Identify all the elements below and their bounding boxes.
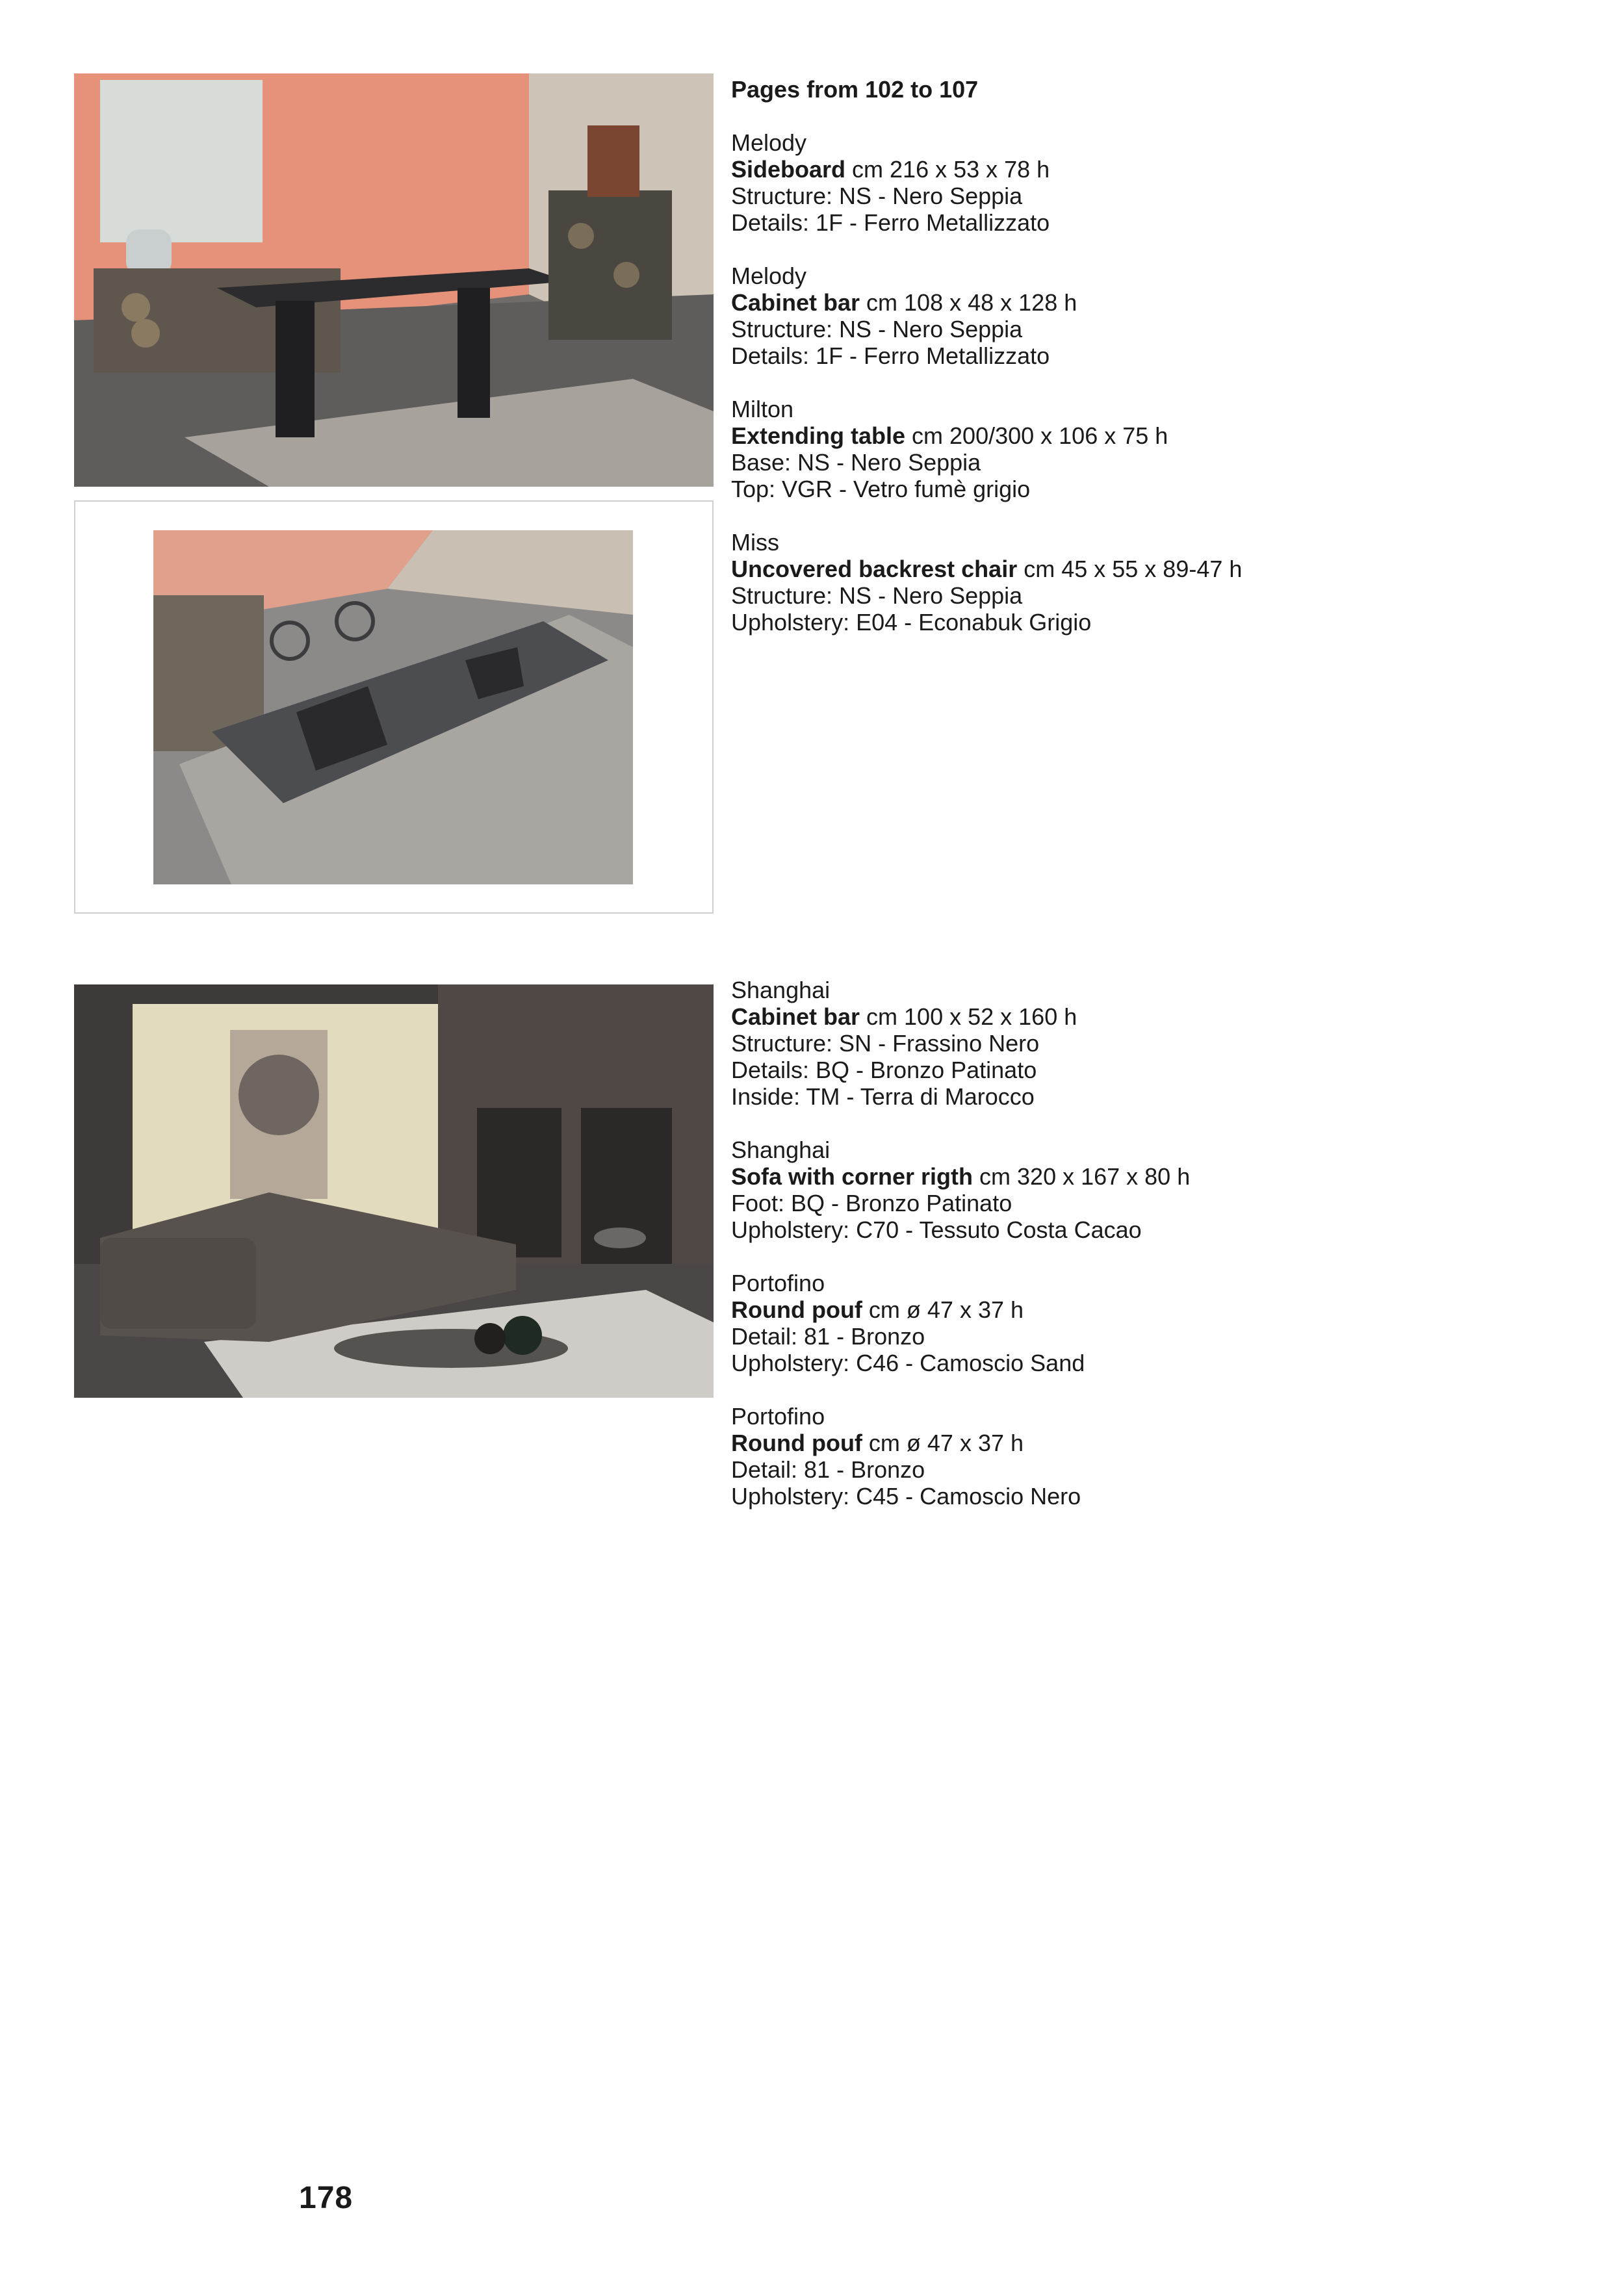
product-dims: cm 108 x 48 x 128 h (860, 289, 1077, 316)
product-line (731, 422, 1576, 449)
product-dims: cm 100 x 52 x 160 h (860, 1003, 1077, 1030)
product-line (731, 1003, 1576, 1030)
product-line (731, 556, 1576, 582)
photo-living-room-sofa (74, 984, 714, 1398)
product-dims: cm ø 47 x 37 h (862, 1430, 1024, 1456)
collection-name: Shanghai (731, 1137, 831, 1163)
spec-line: Upholstery: C45 - Camoscio Nero (731, 1483, 1081, 1510)
product-name: Sofa with corner rigth (731, 1163, 973, 1190)
spec-line: Structure: NS - Nero Seppia (731, 316, 1023, 342)
collection-name: Milton (731, 396, 794, 422)
spec-line: Details: 1F - Ferro Metallizzato (731, 342, 1050, 369)
collection-name: Portofino (731, 1403, 825, 1430)
product-dims: cm 216 x 53 x 78 h (845, 156, 1050, 183)
spec-line: Upholstery: E04 - Econabuk Grigio (731, 609, 1092, 636)
product-entry (731, 129, 1576, 236)
collection-name: Melody (731, 263, 807, 289)
product-line (731, 156, 1576, 183)
product-entry (731, 263, 1576, 369)
product-line (731, 1163, 1576, 1190)
product-text-bottom (731, 977, 1576, 1536)
product-entry (731, 1137, 1576, 1243)
product-entry (731, 1403, 1576, 1510)
spec-line: Details: 1F - Ferro Metallizzato (731, 209, 1050, 236)
page-number: 178 (299, 2181, 354, 2215)
spec-line: Upholstery: C46 - Camoscio Sand (731, 1350, 1085, 1376)
spec-line: Base: NS - Nero Seppia (731, 449, 981, 476)
product-name: Uncovered backrest chair (731, 556, 1018, 582)
product-name: Round pouf (731, 1296, 862, 1323)
product-dims: cm 45 x 55 x 89-47 h (1017, 556, 1243, 582)
product-name: Cabinet bar (731, 1003, 860, 1030)
spec-line: Foot: BQ - Bronzo Patinato (731, 1190, 1012, 1216)
collection-name: Shanghai (731, 977, 831, 1003)
section-heading: Pages from 102 to 107 (731, 76, 979, 103)
product-entry (731, 1270, 1576, 1376)
spec-line: Inside: TM - Terra di Marocco (731, 1083, 1035, 1110)
spec-line: Upholstery: C70 - Tessuto Costa Cacao (731, 1216, 1142, 1243)
spec-line: Structure: SN - Frassino Nero (731, 1030, 1040, 1057)
product-dims: cm 200/300 x 106 x 75 h (905, 422, 1168, 449)
product-line (731, 1296, 1576, 1323)
product-name: Sideboard (731, 156, 846, 183)
spec-line: Detail: 81 - Bronzo (731, 1456, 925, 1483)
collection-name: Miss (731, 529, 779, 556)
product-name: Extending table (731, 422, 906, 449)
collection-name: Portofino (731, 1270, 825, 1296)
product-entry (731, 529, 1576, 636)
product-text-top (731, 76, 1576, 662)
photo-glass-table-top-view (153, 530, 633, 884)
spec-line: Structure: NS - Nero Seppia (731, 183, 1023, 209)
collection-name: Melody (731, 129, 807, 156)
spec-line: Detail: 81 - Bronzo (731, 1323, 925, 1350)
product-dims: cm ø 47 x 37 h (862, 1296, 1024, 1323)
product-entry (731, 396, 1576, 502)
product-line (731, 289, 1576, 316)
product-name: Round pouf (731, 1430, 862, 1456)
spec-line: Structure: NS - Nero Seppia (731, 582, 1023, 609)
product-name: Cabinet bar (731, 289, 860, 316)
spec-line: Top: VGR - Vetro fumè grigio (731, 476, 1031, 502)
product-entry (731, 977, 1576, 1110)
photo-dining-room-coral (74, 73, 714, 487)
product-dims: cm 320 x 167 x 80 h (973, 1163, 1191, 1190)
spec-line: Details: BQ - Bronzo Patinato (731, 1057, 1037, 1083)
product-line (731, 1430, 1576, 1456)
